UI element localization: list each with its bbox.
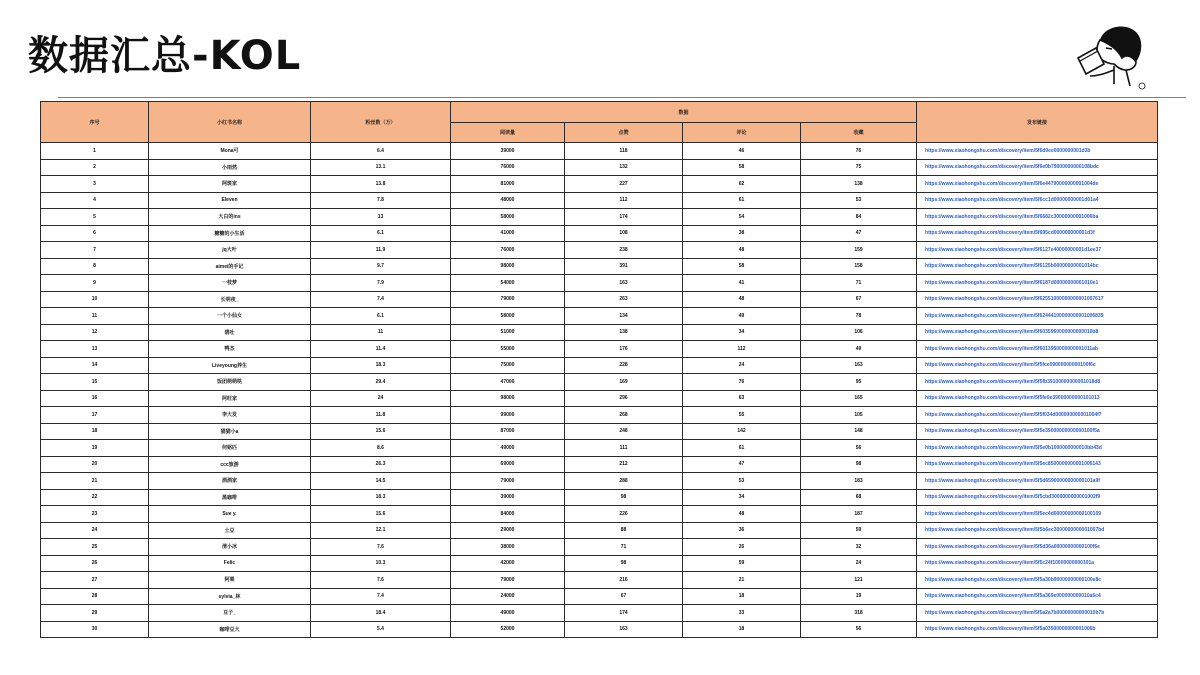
table-row bbox=[41, 456, 1158, 473]
cell-favorites: 159 bbox=[801, 242, 917, 259]
cell-reads: 98000 bbox=[451, 390, 565, 407]
cell-likes: 227 bbox=[565, 176, 683, 193]
cell-link[interactable]: https://www.xiaohongshu.com/discovery/item/5f6127e40000000001d1ee37 bbox=[917, 242, 1158, 259]
cell-likes: 174 bbox=[565, 605, 683, 622]
cell-favorites: 84 bbox=[801, 209, 917, 226]
cell-comments: 58 bbox=[683, 258, 801, 275]
cell-followers: 6.4 bbox=[311, 143, 451, 160]
cell-reads: 54000 bbox=[451, 275, 565, 292]
table-row bbox=[41, 159, 1158, 176]
cell-index: 5 bbox=[41, 209, 149, 226]
cell-comments: 48 bbox=[683, 506, 801, 523]
cell-name: 长明夜_ bbox=[149, 291, 311, 308]
cell-comments: 18 bbox=[683, 588, 801, 605]
cell-name: 何铭匹 bbox=[149, 440, 311, 457]
table-row bbox=[41, 357, 1158, 374]
cell-link[interactable]: https://www.xiaohongshu.com/discovery/item/5f5fe0e39000000000101013 bbox=[917, 390, 1158, 407]
cell-comments: 59 bbox=[683, 555, 801, 572]
table-row bbox=[41, 192, 1158, 209]
cell-likes: 71 bbox=[565, 539, 683, 556]
header-reads: 阅读量 bbox=[451, 123, 565, 143]
cell-reads: 47000 bbox=[451, 374, 565, 391]
cell-favorites: 138 bbox=[801, 176, 917, 193]
cell-favorites: 183 bbox=[801, 473, 917, 490]
cell-link[interactable]: https://www.xiaohongshu.com/discovery/item/5f5d65900000000000101a9f bbox=[917, 473, 1158, 490]
cell-favorites: 71 bbox=[801, 275, 917, 292]
cell-followers: 29.4 bbox=[311, 374, 451, 391]
cell-favorites: 47 bbox=[801, 225, 917, 242]
cell-index: 29 bbox=[41, 605, 149, 622]
cell-favorites: 24 bbox=[801, 555, 917, 572]
cell-likes: 163 bbox=[565, 621, 683, 638]
header-name: 小红书名称 bbox=[149, 102, 311, 143]
cell-reads: 76000 bbox=[451, 242, 565, 259]
cell-favorites: 68 bbox=[801, 489, 917, 506]
cell-comments: 55 bbox=[683, 407, 801, 424]
cell-link[interactable]: https://www.xiaohongshu.com/discovery/item/5f5a2a7b00000000000010b7b bbox=[917, 605, 1158, 622]
cell-index: 23 bbox=[41, 506, 149, 523]
cell-link[interactable]: https://www.xiaohongshu.com/discovery/item/5f5a369e000000000010a5c4 bbox=[917, 588, 1158, 605]
cell-name: 猫猫小a bbox=[149, 423, 311, 440]
cell-reads: 48000 bbox=[451, 192, 565, 209]
cell-name: Eleven bbox=[149, 192, 311, 209]
cell-name: 黑咖啡 bbox=[149, 489, 311, 506]
cell-likes: 216 bbox=[565, 572, 683, 589]
cell-favorites: 78 bbox=[801, 308, 917, 325]
cell-followers: 11.4 bbox=[311, 341, 451, 358]
cell-favorites: 56 bbox=[801, 440, 917, 457]
header-data-group: 数据 bbox=[451, 102, 917, 123]
header-link: 发布链接 bbox=[917, 102, 1158, 143]
cell-reads: 49000 bbox=[451, 605, 565, 622]
cell-followers: 15.6 bbox=[311, 506, 451, 523]
cell-name: 小雨然 bbox=[149, 159, 311, 176]
cell-likes: 163 bbox=[565, 275, 683, 292]
cell-name: 大白的ins bbox=[149, 209, 311, 226]
page-title: 数据汇总-KOL bbox=[28, 33, 302, 79]
cell-followers: 5.4 bbox=[311, 621, 451, 638]
cell-favorites: 32 bbox=[801, 539, 917, 556]
table-row bbox=[41, 176, 1158, 193]
cell-index: 9 bbox=[41, 275, 149, 292]
table-row bbox=[41, 423, 1158, 440]
cell-likes: 98 bbox=[565, 489, 683, 506]
cell-link[interactable]: https://www.xiaohongshu.com/discovery/item/5f5c24f10000000000101a bbox=[917, 555, 1158, 572]
cell-followers: 18.3 bbox=[311, 489, 451, 506]
cell-link[interactable]: https://www.xiaohongshu.com/discovery/item/5f5f034d000000000001004f7 bbox=[917, 407, 1158, 424]
cell-favorites: 67 bbox=[801, 291, 917, 308]
cell-followers: 7.6 bbox=[311, 539, 451, 556]
cell-comments: 34 bbox=[683, 489, 801, 506]
table-row bbox=[41, 225, 1158, 242]
table-body bbox=[41, 143, 1158, 638]
cell-followers: 7.9 bbox=[311, 275, 451, 292]
cell-link[interactable]: https://www.xiaohongshu.com/discovery/item/5f5b6ec3000000000001007bd bbox=[917, 522, 1158, 539]
cell-index: 19 bbox=[41, 440, 149, 457]
cell-link[interactable]: https://www.xiaohongshu.com/discovery/item/5f5e0b1000000000010bb43d bbox=[917, 440, 1158, 457]
cell-reads: 41000 bbox=[451, 225, 565, 242]
cell-link[interactable]: https://www.xiaohongshu.com/discovery/item/5f62444100000000001006839 bbox=[917, 308, 1158, 325]
cell-index: 7 bbox=[41, 242, 149, 259]
cell-likes: 248 bbox=[565, 423, 683, 440]
table-row bbox=[41, 341, 1158, 358]
cell-comments: 63 bbox=[683, 390, 801, 407]
cell-followers: 8.6 bbox=[311, 440, 451, 457]
cell-likes: 238 bbox=[565, 242, 683, 259]
cell-followers: 6.1 bbox=[311, 225, 451, 242]
table-row bbox=[41, 374, 1158, 391]
cell-link[interactable]: https://www.xiaohongshu.com/discovery/item/5f5a30b90000000000100e8c bbox=[917, 572, 1158, 589]
cell-comments: 53 bbox=[683, 473, 801, 490]
cell-followers: 26.3 bbox=[311, 456, 451, 473]
cell-name: 碧吐 bbox=[149, 324, 311, 341]
cell-link[interactable]: https://www.xiaohongshu.com/discovery/item/5f6035960000000000010b8 bbox=[917, 324, 1158, 341]
cell-comments: 46 bbox=[683, 143, 801, 160]
cell-index: 11 bbox=[41, 308, 149, 325]
cell-comments: 76 bbox=[683, 374, 801, 391]
cell-index: 6 bbox=[41, 225, 149, 242]
cell-name: Sue y. bbox=[149, 506, 311, 523]
cell-name: 饭团萌萌哒 bbox=[149, 374, 311, 391]
cell-favorites: 148 bbox=[801, 423, 917, 440]
cell-comments: 38 bbox=[683, 225, 801, 242]
cell-index: 13 bbox=[41, 341, 149, 358]
cell-reads: 51000 bbox=[451, 324, 565, 341]
cell-index: 4 bbox=[41, 192, 149, 209]
cell-comments: 21 bbox=[683, 572, 801, 589]
table-row bbox=[41, 605, 1158, 622]
cell-comments: 142 bbox=[683, 423, 801, 440]
cell-followers: 7.8 bbox=[311, 192, 451, 209]
cell-favorites: 53 bbox=[801, 192, 917, 209]
cell-likes: 296 bbox=[565, 390, 683, 407]
header-followers: 粉丝数（万） bbox=[311, 102, 451, 143]
cell-name: 糖糖的小生活 bbox=[149, 225, 311, 242]
cell-reads: 38000 bbox=[451, 539, 565, 556]
cell-link[interactable]: https://www.xiaohongshu.com/discovery/item/5f6682c30000000001006ba bbox=[917, 209, 1158, 226]
cell-index: 3 bbox=[41, 176, 149, 193]
cell-name: Liveyoung养生 bbox=[149, 357, 311, 374]
cell-index: 22 bbox=[41, 489, 149, 506]
cell-link[interactable]: https://www.xiaohongshu.com/discovery/item/5f5ec4d00000000000100109 bbox=[917, 506, 1158, 523]
cell-followers: 13.8 bbox=[311, 176, 451, 193]
cell-index: 21 bbox=[41, 473, 149, 490]
cell-index: 10 bbox=[41, 291, 149, 308]
cell-reads: 29000 bbox=[451, 522, 565, 539]
cell-reads: 98000 bbox=[451, 258, 565, 275]
cell-favorites: 49 bbox=[801, 341, 917, 358]
cell-name: ccc旅游 bbox=[149, 456, 311, 473]
cell-name: 清小冰 bbox=[149, 539, 311, 556]
cell-likes: 118 bbox=[565, 143, 683, 160]
cell-comments: 48 bbox=[683, 242, 801, 259]
cell-name: 阿栗 bbox=[149, 572, 311, 589]
table-row bbox=[41, 588, 1158, 605]
table-row bbox=[41, 506, 1158, 523]
cell-favorites: 56 bbox=[801, 621, 917, 638]
cell-name: jq大叶 bbox=[149, 242, 311, 259]
table-row bbox=[41, 407, 1158, 424]
cell-favorites: 121 bbox=[801, 572, 917, 589]
cell-reads: 58000 bbox=[451, 308, 565, 325]
cell-likes: 111 bbox=[565, 440, 683, 457]
cell-name: Mona可 bbox=[149, 143, 311, 160]
cell-name: aimei的手记 bbox=[149, 258, 311, 275]
cell-followers: 7.4 bbox=[311, 291, 451, 308]
cell-likes: 176 bbox=[565, 341, 683, 358]
cell-likes: 88 bbox=[565, 522, 683, 539]
cell-followers: 13.1 bbox=[311, 159, 451, 176]
cell-index: 30 bbox=[41, 621, 149, 638]
cell-favorites: 318 bbox=[801, 605, 917, 622]
cell-name: 咖啡豆大 bbox=[149, 621, 311, 638]
cell-reads: 79000 bbox=[451, 572, 565, 589]
cell-name: 鸭杰 bbox=[149, 341, 311, 358]
table-row bbox=[41, 258, 1158, 275]
cell-name: 豆子_ bbox=[149, 605, 311, 622]
table-row bbox=[41, 539, 1158, 556]
cell-reads: 24000 bbox=[451, 588, 565, 605]
header-comments: 评论 bbox=[683, 123, 801, 143]
cell-reads: 49000 bbox=[451, 440, 565, 457]
table-row bbox=[41, 291, 1158, 308]
cell-favorites: 187 bbox=[801, 506, 917, 523]
cell-name: Felic bbox=[149, 555, 311, 572]
table-row bbox=[41, 621, 1158, 638]
table-row bbox=[41, 572, 1158, 589]
cell-followers: 18.4 bbox=[311, 605, 451, 622]
cell-reads: 79000 bbox=[451, 291, 565, 308]
cell-reads: 69000 bbox=[451, 456, 565, 473]
table-row bbox=[41, 308, 1158, 325]
cell-comments: 112 bbox=[683, 341, 801, 358]
cell-favorites: 105 bbox=[801, 407, 917, 424]
cell-likes: 263 bbox=[565, 291, 683, 308]
cell-link[interactable]: https://www.xiaohongshu.com/discovery/item/5f6187d00000000001010e1 bbox=[917, 275, 1158, 292]
table-row bbox=[41, 390, 1158, 407]
cell-reads: 58000 bbox=[451, 209, 565, 226]
cell-likes: 288 bbox=[565, 473, 683, 490]
kol-summary-table bbox=[40, 101, 1158, 638]
cell-likes: 391 bbox=[565, 258, 683, 275]
table-row bbox=[41, 143, 1158, 160]
cell-link[interactable]: https://www.xiaohongshu.com/discovery/item/5f5fce09000000000100f6c bbox=[917, 357, 1158, 374]
cell-index: 20 bbox=[41, 456, 149, 473]
cell-likes: 212 bbox=[565, 456, 683, 473]
cell-reads: 75000 bbox=[451, 357, 565, 374]
cell-link[interactable]: https://www.xiaohongshu.com/discovery/item/5f6cc1d00000000001d01a4 bbox=[917, 192, 1158, 209]
cell-index: 1 bbox=[41, 143, 149, 160]
table-row bbox=[41, 473, 1158, 490]
person-drinking-icon bbox=[1060, 18, 1150, 96]
cell-followers: 11.8 bbox=[311, 407, 451, 424]
cell-reads: 81000 bbox=[451, 176, 565, 193]
cell-index: 2 bbox=[41, 159, 149, 176]
cell-link[interactable]: https://www.xiaohongshu.com/discovery/item/5f6d0ee0000000001d3b bbox=[917, 143, 1158, 160]
cell-index: 17 bbox=[41, 407, 149, 424]
cell-comments: 48 bbox=[683, 291, 801, 308]
cell-followers: 7.6 bbox=[311, 572, 451, 589]
cell-link[interactable]: https://www.xiaohongshu.com/discovery/item/5f5e39000000000000100f5a bbox=[917, 423, 1158, 440]
cell-comments: 26 bbox=[683, 539, 801, 556]
table-row bbox=[41, 275, 1158, 292]
cell-comments: 24 bbox=[683, 357, 801, 374]
cell-comments: 18 bbox=[683, 621, 801, 638]
cell-likes: 134 bbox=[565, 308, 683, 325]
cell-comments: 54 bbox=[683, 209, 801, 226]
cell-comments: 61 bbox=[683, 192, 801, 209]
cell-index: 24 bbox=[41, 522, 149, 539]
cell-likes: 174 bbox=[565, 209, 683, 226]
cell-link[interactable]: https://www.xiaohongshu.com/discovery/item/5f695cd000000000001d3f bbox=[917, 225, 1158, 242]
cell-reads: 39000 bbox=[451, 489, 565, 506]
cell-favorites: 106 bbox=[801, 324, 917, 341]
table-row bbox=[41, 209, 1158, 226]
cell-comments: 61 bbox=[683, 440, 801, 457]
cell-favorites: 95 bbox=[801, 374, 917, 391]
cell-index: 25 bbox=[41, 539, 149, 556]
cell-followers: 11 bbox=[311, 324, 451, 341]
header-favorites: 收藏 bbox=[801, 123, 917, 143]
cell-followers: 10.3 bbox=[311, 555, 451, 572]
cell-followers: 15.6 bbox=[311, 423, 451, 440]
cell-index: 18 bbox=[41, 423, 149, 440]
cell-favorites: 75 bbox=[801, 159, 917, 176]
header-likes: 点赞 bbox=[565, 123, 683, 143]
table-row bbox=[41, 489, 1158, 506]
cell-comments: 49 bbox=[683, 308, 801, 325]
table-row bbox=[41, 522, 1158, 539]
cell-comments: 33 bbox=[683, 605, 801, 622]
cell-link[interactable]: https://www.xiaohongshu.com/discovery/item/5f6e44790000000001004de bbox=[917, 176, 1158, 193]
cell-favorites: 59 bbox=[801, 522, 917, 539]
cell-likes: 132 bbox=[565, 159, 683, 176]
cell-name: 土豆 bbox=[149, 522, 311, 539]
cell-followers: 7.4 bbox=[311, 588, 451, 605]
cell-favorites: 19 bbox=[801, 588, 917, 605]
cell-link[interactable]: https://www.xiaohongshu.com/discovery/item/5f6e0b79000000000108bdc bbox=[917, 159, 1158, 176]
cell-name: 阿斑家 bbox=[149, 176, 311, 193]
cell-name: 一个小仙女 bbox=[149, 308, 311, 325]
cell-followers: 11.9 bbox=[311, 242, 451, 259]
cell-index: 26 bbox=[41, 555, 149, 572]
cell-comments: 34 bbox=[683, 324, 801, 341]
cell-link[interactable]: https://www.xiaohongshu.com/discovery/item/5f5cbd3000000000001002f9 bbox=[917, 489, 1158, 506]
cell-followers: 24 bbox=[311, 390, 451, 407]
table-row bbox=[41, 324, 1158, 341]
cell-reads: 55000 bbox=[451, 341, 565, 358]
cell-link[interactable]: https://www.xiaohongshu.com/discovery/item/5f5d36a00000000000100f6e bbox=[917, 539, 1158, 556]
cell-likes: 268 bbox=[565, 407, 683, 424]
cell-link[interactable]: https://www.xiaohongshu.com/discovery/item/5f5ec8500000000001006143 bbox=[917, 456, 1158, 473]
header-index: 序号 bbox=[41, 102, 149, 143]
cell-link[interactable]: https://www.xiaohongshu.com/discovery/item/5f5a03500000000001006b bbox=[917, 621, 1158, 638]
cell-likes: 98 bbox=[565, 555, 683, 572]
cell-reads: 42000 bbox=[451, 555, 565, 572]
cell-name: 酒酒家 bbox=[149, 473, 311, 490]
cell-index: 14 bbox=[41, 357, 149, 374]
cell-favorites: 158 bbox=[801, 258, 917, 275]
cell-likes: 226 bbox=[565, 506, 683, 523]
cell-comments: 41 bbox=[683, 275, 801, 292]
table-row bbox=[41, 440, 1158, 457]
cell-reads: 87000 bbox=[451, 423, 565, 440]
cell-likes: 169 bbox=[565, 374, 683, 391]
cell-followers: 14.5 bbox=[311, 473, 451, 490]
cell-followers: 13 bbox=[311, 209, 451, 226]
cell-index: 12 bbox=[41, 324, 149, 341]
cell-link[interactable]: https://www.xiaohongshu.com/discovery/item/5f6125b00000000001014bc bbox=[917, 258, 1158, 275]
cell-favorites: 163 bbox=[801, 357, 917, 374]
cell-index: 28 bbox=[41, 588, 149, 605]
cell-followers: 18.3 bbox=[311, 357, 451, 374]
cell-comments: 58 bbox=[683, 159, 801, 176]
cell-reads: 39000 bbox=[451, 143, 565, 160]
cell-index: 8 bbox=[41, 258, 149, 275]
cell-index: 27 bbox=[41, 572, 149, 589]
cell-favorites: 76 bbox=[801, 143, 917, 160]
cell-comments: 47 bbox=[683, 456, 801, 473]
table-row bbox=[41, 555, 1158, 572]
table-row bbox=[41, 242, 1158, 259]
cell-followers: 6.1 bbox=[311, 308, 451, 325]
cell-name: 一枝梦 bbox=[149, 275, 311, 292]
cell-favorites: 98 bbox=[801, 456, 917, 473]
cell-comments: 36 bbox=[683, 522, 801, 539]
cell-index: 15 bbox=[41, 374, 149, 391]
cell-likes: 228 bbox=[565, 357, 683, 374]
cell-followers: 9.7 bbox=[311, 258, 451, 275]
cell-reads: 84000 bbox=[451, 506, 565, 523]
cell-reads: 76000 bbox=[451, 159, 565, 176]
cell-name: 李大发 bbox=[149, 407, 311, 424]
cell-link[interactable]: https://www.xiaohongshu.com/discovery/item/5f62551000000000001007617 bbox=[917, 291, 1158, 308]
cell-link[interactable]: https://www.xiaohongshu.com/discovery/item/5f5fb39100000000001018d8 bbox=[917, 374, 1158, 391]
cell-reads: 79000 bbox=[451, 473, 565, 490]
cell-likes: 138 bbox=[565, 324, 683, 341]
cell-comments: 62 bbox=[683, 176, 801, 193]
cell-likes: 67 bbox=[565, 588, 683, 605]
cell-reads: 52000 bbox=[451, 621, 565, 638]
cell-index: 16 bbox=[41, 390, 149, 407]
cell-likes: 112 bbox=[565, 192, 683, 209]
cell-likes: 108 bbox=[565, 225, 683, 242]
cell-name: sylvia_林 bbox=[149, 588, 311, 605]
title-divider bbox=[58, 97, 1186, 98]
cell-link[interactable]: https://www.xiaohongshu.com/discovery/item/5f6013950000000001011ab bbox=[917, 341, 1158, 358]
cell-name: 阿旺家 bbox=[149, 390, 311, 407]
cell-reads: 99000 bbox=[451, 407, 565, 424]
cell-favorites: 165 bbox=[801, 390, 917, 407]
cell-followers: 12.1 bbox=[311, 522, 451, 539]
